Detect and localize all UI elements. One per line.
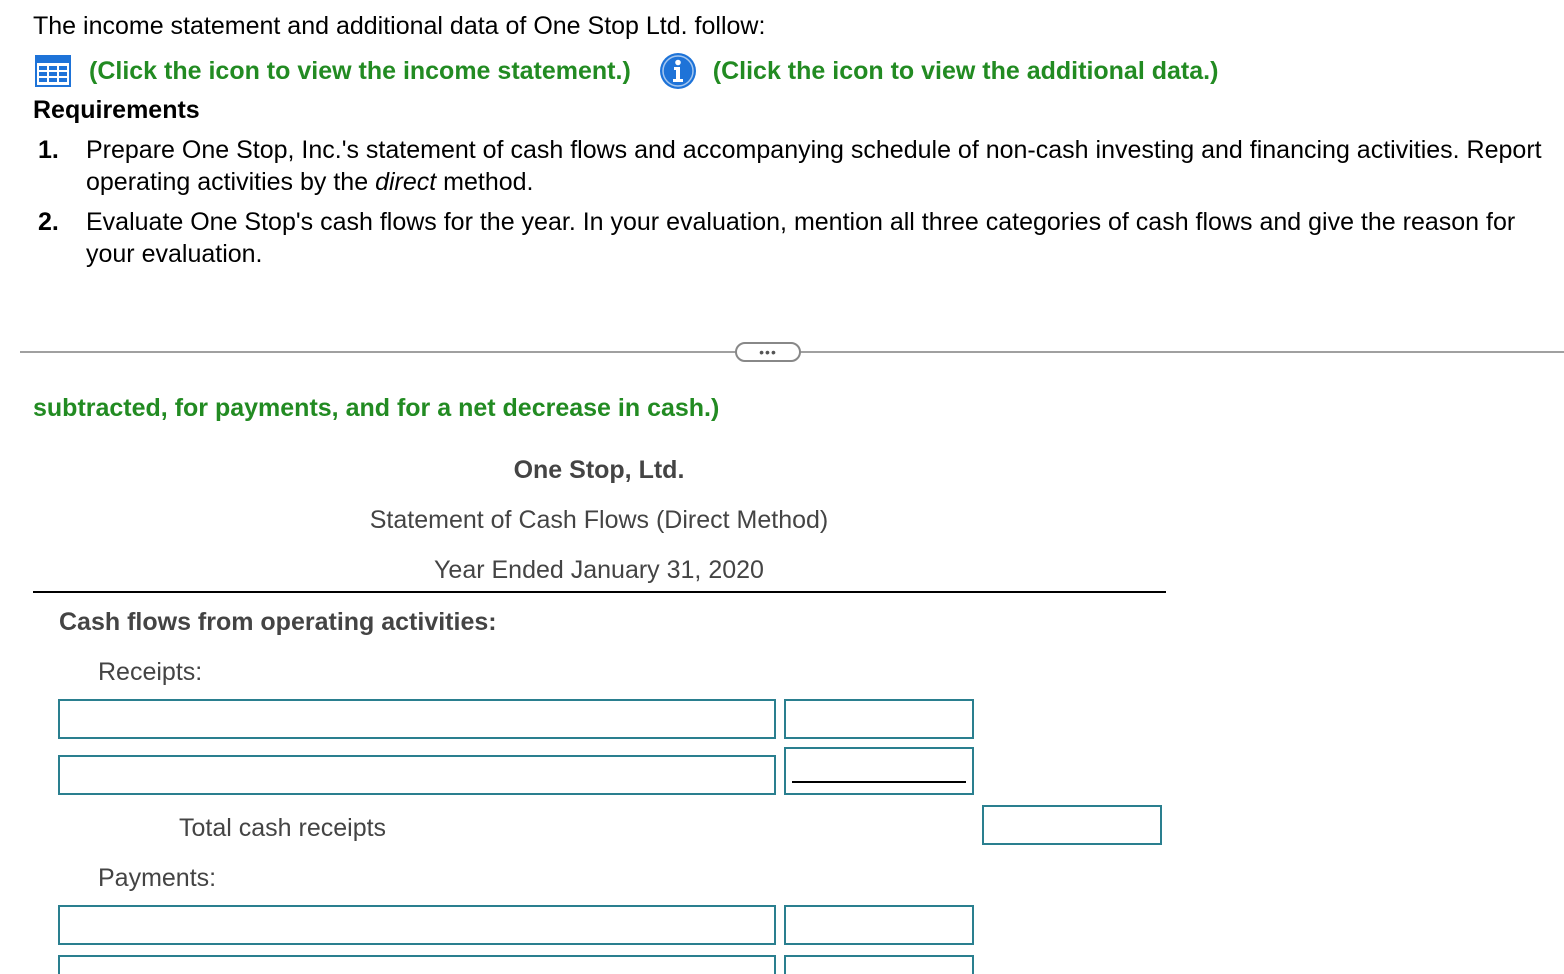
additional-data-link[interactable]: (Click the icon to view the additional data.) <box>712 56 1219 85</box>
payment-amount-input[interactable] <box>784 955 974 974</box>
requirement-text-italic: direct <box>375 168 437 196</box>
total-cash-receipts-label: Total cash receipts <box>179 814 387 842</box>
requirement-number: 2. <box>38 208 59 236</box>
instruction-text: subtracted, for payments, and for a net decrease in cash.) <box>33 394 720 422</box>
spreadsheet-table-icon[interactable] <box>35 55 71 87</box>
info-icon[interactable] <box>659 52 697 90</box>
statement-title: Statement of Cash Flows (Direct Method) <box>369 506 829 534</box>
requirements-heading: Requirements <box>33 96 200 124</box>
operating-activities-label: Cash flows from operating activities: <box>59 608 497 636</box>
receipt-description-input[interactable] <box>58 699 776 739</box>
receipt-description-field[interactable] <box>60 757 774 793</box>
company-name: One Stop, Ltd. <box>513 456 685 484</box>
payment-amount-input[interactable] <box>784 905 974 945</box>
requirement-text-part: Prepare One Stop, Inc.'s statement of cash flows and accompanying schedule of non-cash investing and financing activities. Report operating activities by the <box>86 136 1542 196</box>
requirement-number: 1. <box>38 136 59 164</box>
requirement-text: Evaluate One Stop's cash flows for the year. In your evaluation, mention all three categories of cash flows and give the reason for your evaluation. <box>86 208 1516 268</box>
intro-text: The income statement and additional data of One Stop Ltd. follow: <box>33 12 766 40</box>
statement-period: Year Ended January 31, 2020 <box>434 556 764 584</box>
receipt-amount-input[interactable] <box>784 699 974 739</box>
icon-links-row <box>35 52 1218 90</box>
divider-expand-handle[interactable]: ••• <box>735 342 801 362</box>
income-statement-link[interactable]: (Click the icon to view the income statement.) <box>89 56 631 85</box>
payment-description-input[interactable] <box>58 905 776 945</box>
total-cash-receipts-input[interactable] <box>982 805 1162 845</box>
requirement-text <box>86 134 1548 198</box>
payments-label: Payments: <box>98 864 217 892</box>
header-rule <box>33 591 1166 593</box>
payment-description-field[interactable] <box>60 907 774 943</box>
total-cash-receipts-field[interactable] <box>984 807 1160 843</box>
subtotal-underline <box>792 781 966 783</box>
receipt-description-field[interactable] <box>60 701 774 737</box>
payment-amount-field[interactable] <box>786 907 972 943</box>
requirement-item <box>38 134 1548 198</box>
receipt-amount-field[interactable] <box>786 749 972 793</box>
receipt-description-input[interactable] <box>58 755 776 795</box>
payment-description-input[interactable] <box>58 955 776 974</box>
payment-description-field[interactable] <box>60 957 774 974</box>
payment-amount-field[interactable] <box>786 957 972 974</box>
requirements-list <box>38 134 1548 278</box>
receipt-amount-input[interactable] <box>784 747 974 795</box>
receipt-amount-field[interactable] <box>786 701 972 737</box>
requirement-text-part: method. <box>436 168 534 196</box>
requirement-item <box>38 206 1548 270</box>
receipts-label: Receipts: <box>98 658 203 686</box>
